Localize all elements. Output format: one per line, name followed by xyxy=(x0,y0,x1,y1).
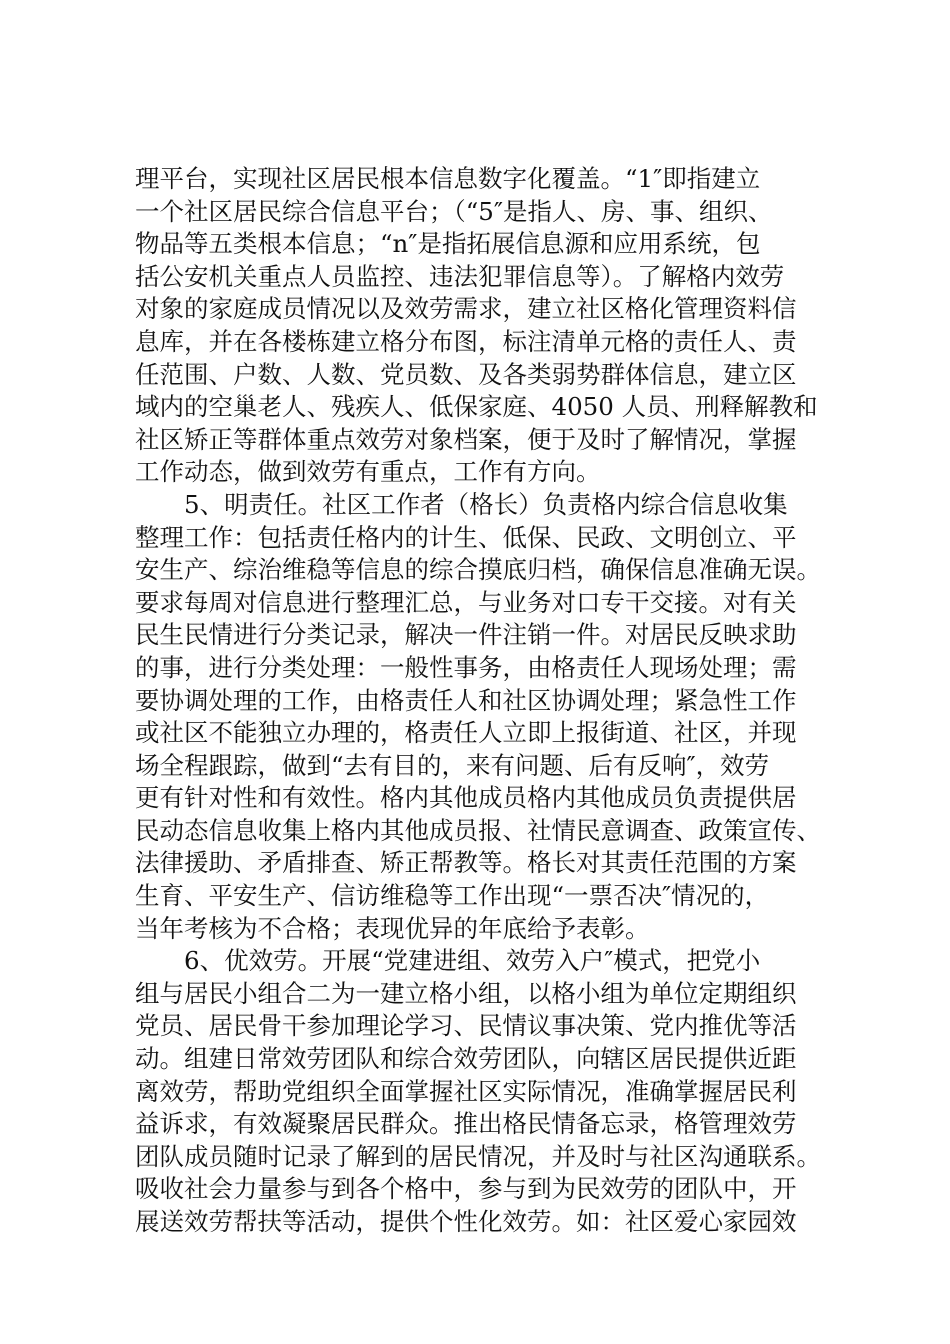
text-line: 或社区不能独立办理的，格责任人立即上报街道、社区，并现 xyxy=(135,718,797,748)
document-page xyxy=(135,163,835,1239)
text-line: 益诉求，有效凝聚居民群众。推出格民情备忘录，格管理效劳 xyxy=(135,1109,797,1139)
text-line: 括公安机关重点人员监控、违法犯罪信息等）。了解格内效劳 xyxy=(135,261,785,291)
text-line: 更有针对性和有效性。格内其他成员格内其他成员负责提供居 xyxy=(135,783,797,813)
text-line: 场全程跟踪，做到“去有目的，来有问题、后有反响″，效劳 xyxy=(135,750,770,780)
text-line: 吸收社会力量参与到各个格中，参与到为民效劳的团队中，开 xyxy=(135,1174,797,1204)
paragraph-clarify-responsibility xyxy=(135,489,835,945)
text-line: 展送效劳帮扶等活动，提供个性化效劳。如：社区爱心家园效 xyxy=(135,1207,797,1236)
text-line: 6、优效劳。开展“党建进组、效劳入户″模式，把党小 xyxy=(184,946,761,976)
text-line: 任范围、户数、人数、党员数、及各类弱势群体信息，建立区 xyxy=(135,359,797,389)
text-line: 社区矫正等群体重点效劳对象档案，便于及时了解情况，掌握 xyxy=(135,424,797,454)
text-line: 民动态信息收集上格内其他成员报、社情民意调查、政策宣传、 xyxy=(135,815,821,845)
text-line: 对象的家庭成员情况以及效劳需求，建立社区格化管理资料信 xyxy=(135,294,797,324)
text-line: 理平台，实现社区居民根本信息数字化覆盖。“1″即指建立 xyxy=(135,164,761,193)
paragraph-optimize-service xyxy=(135,945,835,1238)
text-line: 离效劳，帮助党组织全面掌握社区实际情况，准确掌握居民利 xyxy=(135,1076,797,1106)
text-line: 组与居民小组合二为一建立格小组，以格小组为单位定期组织 xyxy=(135,978,797,1008)
text-line: 民生民情进行分类记录，解决一件注销一件。对居民反映求助 xyxy=(135,620,797,650)
text-line: 息库，并在各楼栋建立格分布图，标注清单元格的责任人、责 xyxy=(135,326,797,356)
text-line: 要协调处理的工作，由格责任人和社区协调处理；紧急性工作 xyxy=(135,685,797,715)
text-line: 安生产、综治维稳等信息的综合摸底归档，确保信息准确无误。 xyxy=(135,555,821,585)
text-line: 要求每周对信息进行整理汇总，与业务对口专干交接。对有关 xyxy=(135,587,797,617)
text-line: 动。组建日常效劳团队和综合效劳团队，向辖区居民提供近距 xyxy=(135,1044,797,1074)
text-line: 一个社区居民综合信息平台；（“5″是指人、房、事、组织、 xyxy=(135,196,773,226)
text-line: 物品等五类根本信息；“n″是指拓展信息源和应用系统，包 xyxy=(135,229,761,259)
text-line: 法律援助、矛盾排查、矫正帮教等。格长对其责任范围的方案 xyxy=(135,848,797,878)
text-line: 党员、居民骨干参加理论学习、民情议事决策、党内推优等活 xyxy=(135,1011,797,1041)
text-line: 当年考核为不合格；表现优异的年底给予表彰。 xyxy=(135,913,650,943)
text-line: 域内的空巢老人、残疾人、低保家庭、4050 人员、刑释解教和 xyxy=(135,392,818,422)
text-line: 整理工作：包括责任格内的计生、低保、民政、文明创立、平 xyxy=(135,522,797,552)
paragraph-info-platform xyxy=(135,163,835,489)
text-line: 工作动态，做到效劳有重点，工作有方向。 xyxy=(135,457,601,487)
text-line: 团队成员随时记录了解到的居民情况，并及时与社区沟通联系。 xyxy=(135,1141,821,1171)
text-line: 的事，进行分类处理：一般性事务，由格责任人现场处理；需 xyxy=(135,652,797,682)
text-line: 5、明责任。社区工作者（格长）负责格内综合信息收集 xyxy=(184,489,788,519)
text-line: 生育、平安生产、信访维稳等工作出现“一票否决″情况的， xyxy=(135,881,770,911)
